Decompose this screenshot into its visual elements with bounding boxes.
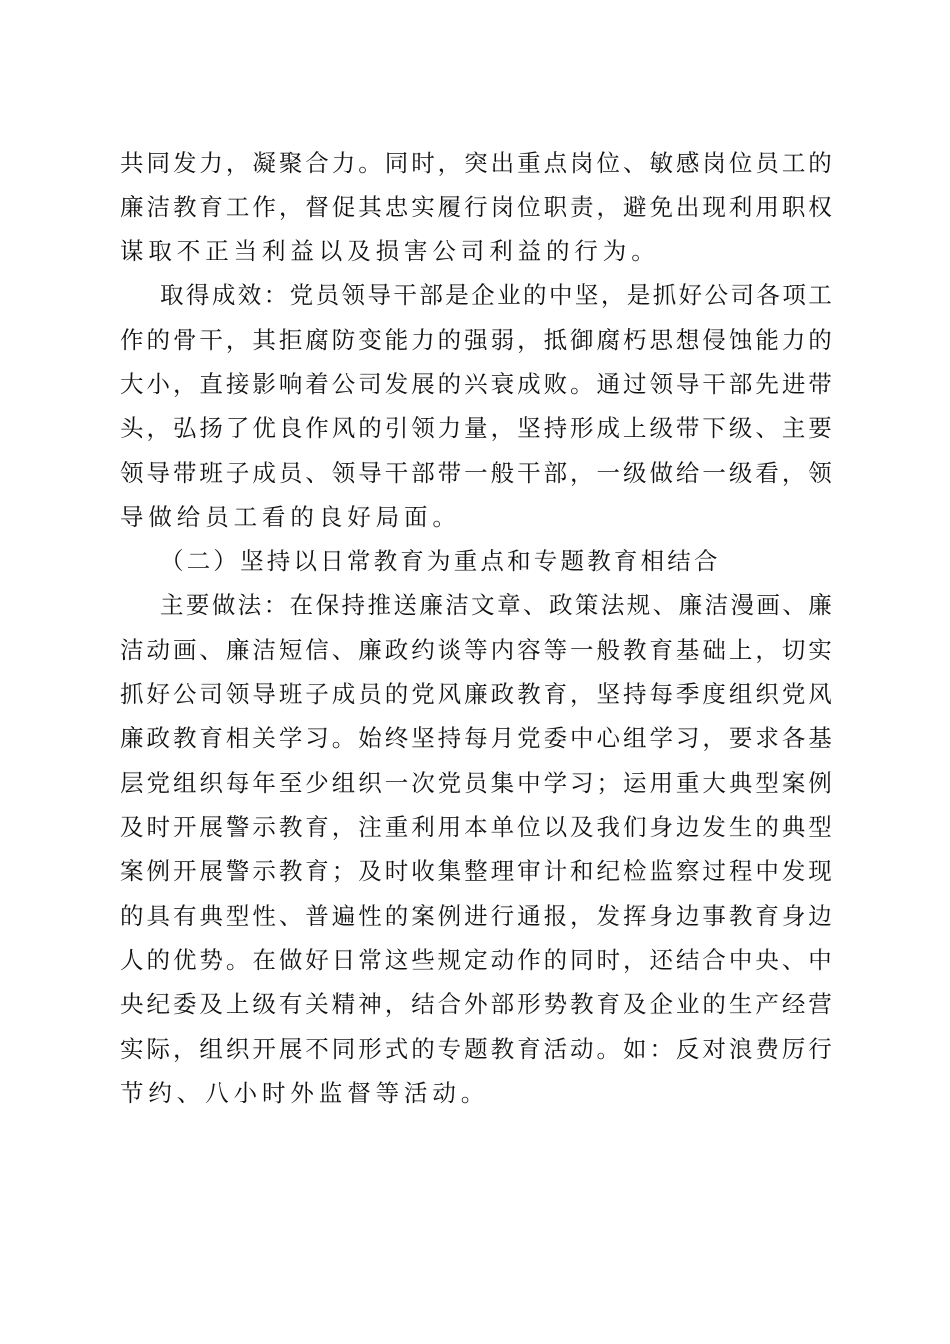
text-line-20: 央纪委及上级有关精神，结合外部形势教育及企业的生产经营 — [120, 990, 832, 1018]
text-line-17: 案例开展警示教育；及时收集整理审计和纪检监察过程中发现 — [120, 857, 832, 885]
text-line-12: 洁动画、廉洁短信、廉政约谈等内容等一般教育基础上，切实 — [120, 636, 832, 664]
text-line-8: 领导带班子成员、领导干部带一般干部，一级做给一级看，领 — [120, 459, 832, 487]
text-line-22: 节约、八小时外监督等活动。 — [120, 1079, 490, 1107]
text-line-13: 抓好公司领导班子成员的党风廉政教育，坚持每季度组织党风 — [120, 680, 832, 708]
text-line-6: 大小，直接影响着公司发展的兴衰成败。通过领导干部先进带 — [120, 370, 832, 398]
text-line-16: 及时开展警示教育，注重利用本单位以及我们身边发生的典型 — [120, 813, 832, 841]
section-heading: （二）坚持以日常教育为重点和专题教育相结合 — [160, 547, 721, 575]
text-line-3: 谋取不正当利益以及损害公司利益的行为。 — [120, 237, 660, 265]
text-line-15: 层党组织每年至少组织一次党员集中学习；运用重大典型案例 — [120, 769, 832, 797]
text-line-11: 主要做法：在保持推送廉洁文章、政策法规、廉洁漫画、廉 — [160, 591, 832, 619]
text-line-14: 廉政教育相关学习。始终坚持每月党委中心组学习，要求各基 — [120, 724, 832, 752]
text-line-2: 廉洁教育工作，督促其忠实履行岗位职责，避免出现利用职权 — [120, 193, 832, 221]
text-line-5: 作的骨干，其拒腐防变能力的强弱，抵御腐朽思想侵蚀能力的 — [120, 326, 832, 354]
text-line-19: 人的优势。在做好日常这些规定动作的同时，还结合中央、中 — [120, 946, 832, 974]
text-line-9: 导做给员工看的良好局面。 — [120, 503, 461, 531]
text-line-21: 实际，组织开展不同形式的专题教育活动。如：反对浪费厉行 — [120, 1035, 832, 1063]
text-line-7: 头，弘扬了优良作风的引领力量，坚持形成上级带下级、主要 — [120, 414, 832, 442]
text-line-4: 取得成效：党员领导干部是企业的中坚，是抓好公司各项工 — [160, 281, 832, 309]
text-line-18: 的具有典型性、普遍性的案例进行通报，发挥身边事教育身边 — [120, 902, 832, 930]
text-line-1: 共同发力，凝聚合力。同时，突出重点岗位、敏感岗位员工的 — [120, 149, 832, 177]
